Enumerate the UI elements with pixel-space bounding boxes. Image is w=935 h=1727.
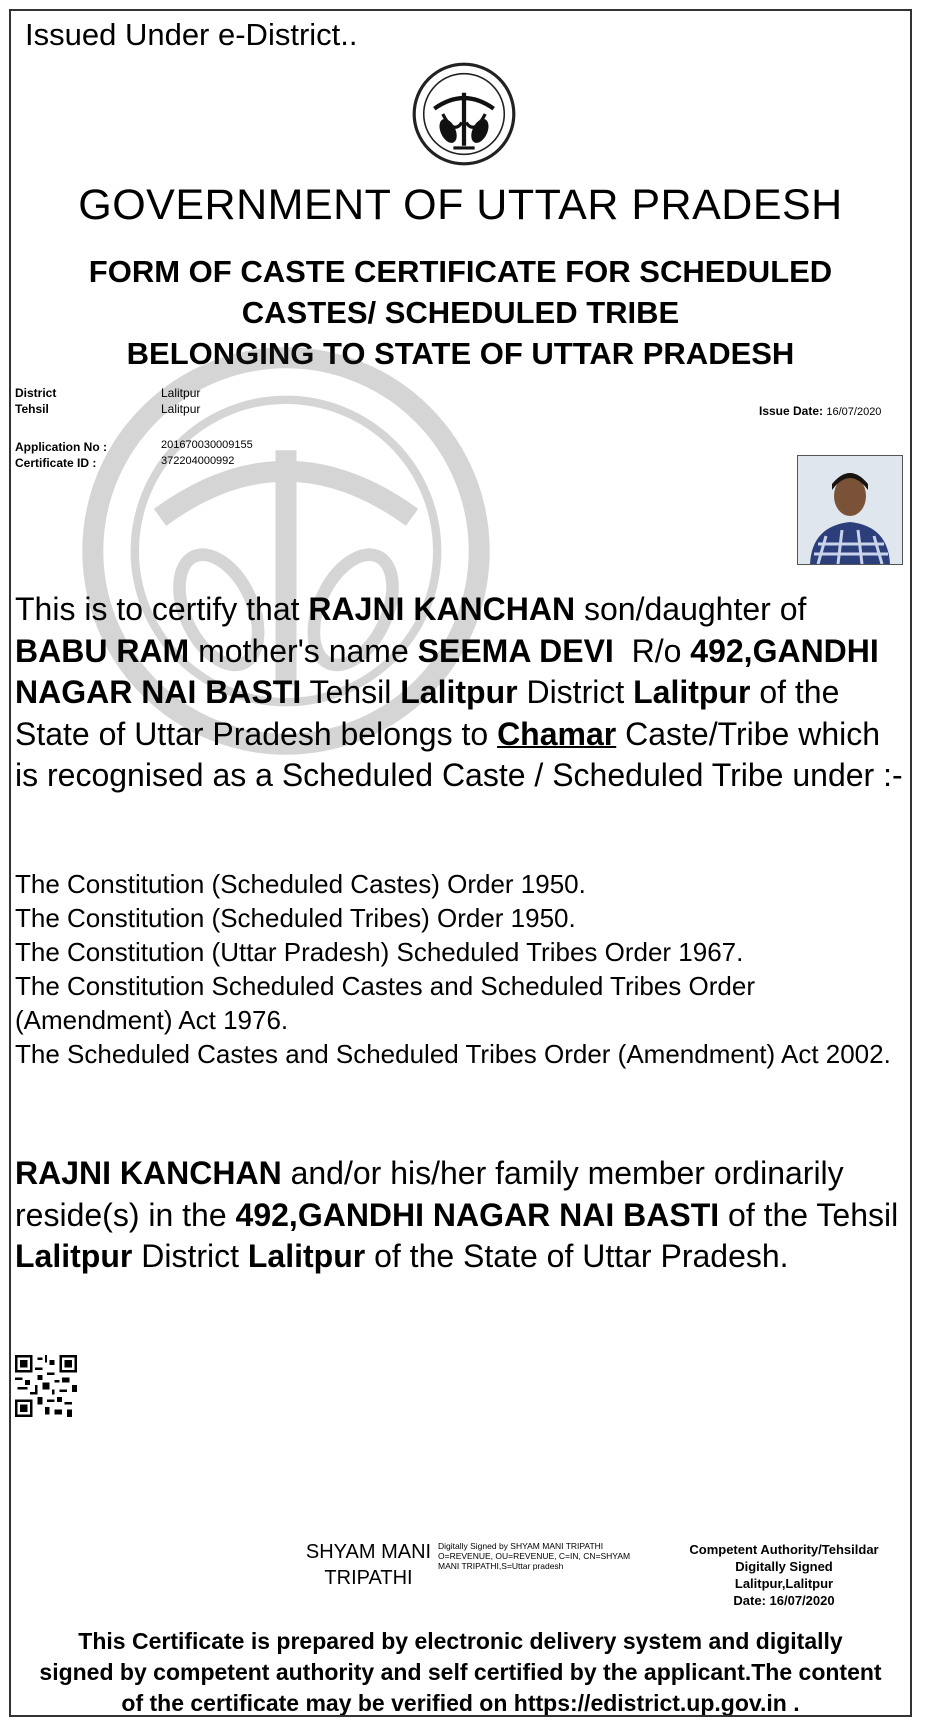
tehsil-label-text: Tehsil [309,674,392,710]
act-item: The Constitution (Scheduled Castes) Order 1950. [15,869,586,899]
mother-label: mother's name [198,632,409,669]
issue-date-value: 16/07/2020 [826,406,882,418]
residence-text: of the Tehsil [728,1196,899,1233]
certificate-label: Certificate ID : [15,456,97,470]
state-emblem-icon [411,61,517,167]
competent-authority [669,1541,899,1609]
act-item: The Constitution (Scheduled Tribes) Order 1950. [15,903,576,933]
applicant-photo [797,455,903,565]
issue-date [759,403,881,420]
applicant-name: RAJNI KANCHAN [308,591,576,627]
signer-name-line: SHYAM MANI [305,1541,432,1563]
tehsil-name: Lalitpur [400,674,518,710]
issued-under-note: Issued Under e-District.. [25,17,358,52]
district-label: District [15,386,57,400]
father-name: BABU RAM [15,632,190,669]
qr-code-icon [15,1355,77,1417]
authority-line: Digitally Signed [735,1559,833,1574]
tehsil-label: Tehsil [15,402,49,416]
resident-name: RAJNI KANCHAN [15,1155,282,1191]
tehsil-value: Lalitpur [161,402,201,416]
act-item: The Constitution Scheduled Castes and Scheduled Tribes Order (Amendment) Act 1976. [15,971,755,1035]
signer-name [301,1539,436,1591]
address: 492,GANDHI NAGAR NAI BASTI [15,632,879,710]
residence-tehsil: Lalitpur [15,1238,133,1274]
act-item: The Constitution (Uttar Pradesh) Scheduled Tribes Order 1967. [15,937,744,967]
form-title-line: FORM OF CASTE CERTIFICATE FOR SCHEDULED [88,254,833,289]
state-text: of the State of Uttar Pradesh belongs to [15,674,840,752]
certify-paragraph [15,589,907,797]
certificate-value: 372204000992 [161,455,235,467]
residence-text: and/or his/her family member ordinarily reside(s) in the [15,1155,844,1233]
district-label-text: District [526,674,625,710]
relation-text: son/daughter of [583,591,807,627]
certify-tail: Caste/Tribe which is recognised as a Scheduled Caste / Scheduled Tribe under :- [15,715,903,793]
residence-paragraph [15,1153,907,1278]
application-value: 201670030009155 [161,439,253,451]
authority-line: Lalitpur,Lalitpur [734,1576,834,1591]
mother-name: SEEMA DEVI [417,632,614,669]
residence-text: of the State of Uttar Pradesh. [374,1238,789,1274]
digital-signature-note: Digitally Signed by SHYAM MANI TRIPATHI O=REVENUE, OU=REVENUE, C=IN, CN=SHYAM MANI TRIPATHI,S=Uttar pradesh [438,1541,631,1571]
certificate-frame [9,9,912,1717]
residence-address: 492,GANDHI NAGAR NAI BASTI [235,1196,720,1233]
residence-district: Lalitpur [247,1238,366,1274]
form-title-line: BELONGING TO STATE OF UTTAR PRADESH [126,336,795,371]
act-item: The Scheduled Castes and Scheduled Tribes Order (Amendment) Act 2002. [15,1039,891,1069]
certify-intro: This is to certify that [15,591,300,627]
application-label: Application No : [15,440,107,454]
acts-list [15,867,907,1071]
government-title: GOVERNMENT OF UTTAR PRADESH [78,181,843,229]
residence-text: District [141,1238,239,1274]
caste-name: Chamar [497,715,617,752]
issue-date-label: Issue Date: [759,404,824,418]
authority-line: Date: 16/07/2020 [733,1593,835,1608]
district-value: Lalitpur [161,386,201,400]
authority-line: Competent Authority/Tehsildar [689,1542,879,1557]
signer-name-line: TRIPATHI [324,1567,413,1589]
ro-label: R/o [631,632,682,669]
district-name: Lalitpur [633,674,751,710]
certificate-footer: This Certificate is prepared by electronic delivery system and digitally signed by competent authority and self certified by the applicant.The content of the certificate may be verified on https://edistrict.up.gov.in . [39,1628,882,1716]
form-title-line: CASTES/ SCHEDULED TRIBE [241,295,680,330]
person-photo-icon [798,456,902,564]
